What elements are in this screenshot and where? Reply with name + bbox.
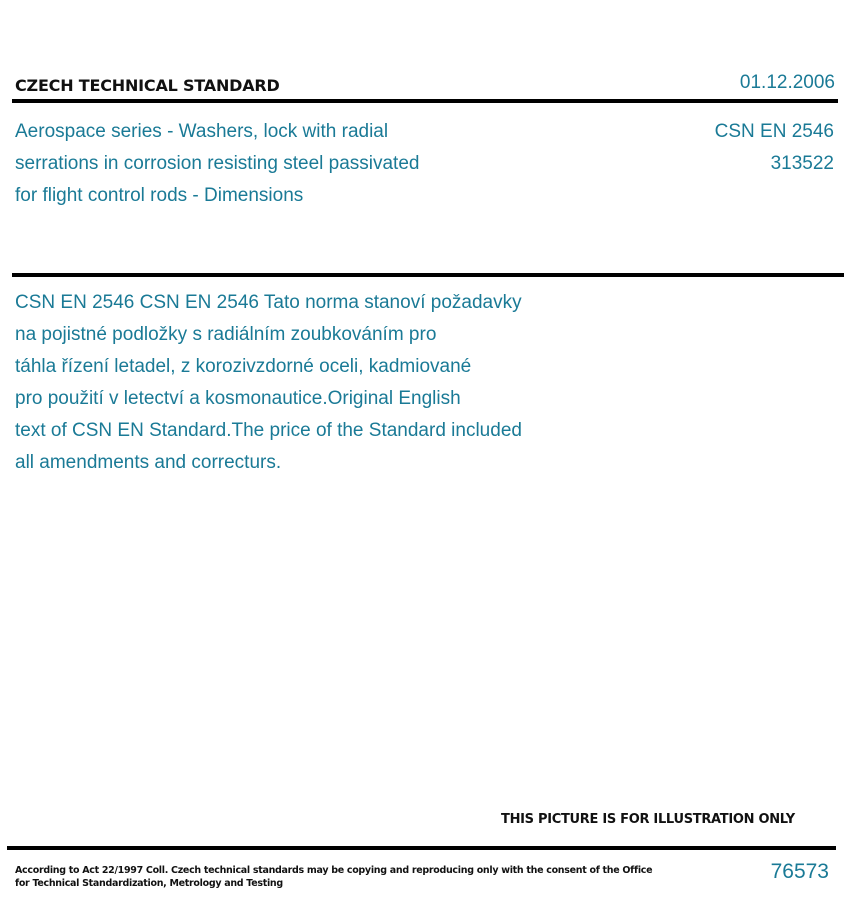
publication-date: 01.12.2006: [739, 72, 835, 93]
standard-title: [15, 116, 575, 212]
classification-number: 313522: [770, 153, 834, 174]
title-line: Aerospace series - Washers, lock with radial: [15, 121, 389, 142]
document-number: 76573: [770, 860, 829, 883]
title-line: for flight control rods - Dimensions: [15, 185, 304, 206]
standard-description: [15, 287, 715, 479]
description-line: na pojistné podložky s radiálním zoubkováním pro: [15, 324, 437, 345]
title-line: serrations in corrosion resisting steel passivated: [15, 153, 420, 174]
footer-divider: [7, 846, 836, 850]
legal-line: According to Act 22/1997 Coll. Czech technical standards may be copying and reproducing only with the consent of the Office: [15, 865, 653, 876]
description-line: pro použití v letectví a kosmonautice.Original English: [15, 388, 461, 409]
document-type-label: CZECH TECHNICAL STANDARD: [15, 76, 280, 95]
description-line: táhla řízení letadel, z korozivzdorné oceli, kadmiované: [15, 356, 472, 377]
title-divider: [12, 273, 844, 277]
description-line: all amendments and correcturs.: [15, 452, 282, 473]
header-divider: [12, 99, 838, 103]
legal-line: for Technical Standardization, Metrology and Testing: [15, 878, 283, 889]
standard-code: CSN EN 2546: [714, 121, 834, 142]
description-line: CSN EN 2546 CSN EN 2546 Tato norma stanoví požadavky: [15, 292, 522, 313]
description-line: text of CSN EN Standard.The price of the Standard included: [15, 420, 522, 441]
standard-code-block: [715, 116, 834, 180]
legal-notice: [15, 864, 652, 890]
illustration-note: THIS PICTURE IS FOR ILLUSTRATION ONLY: [501, 812, 795, 827]
